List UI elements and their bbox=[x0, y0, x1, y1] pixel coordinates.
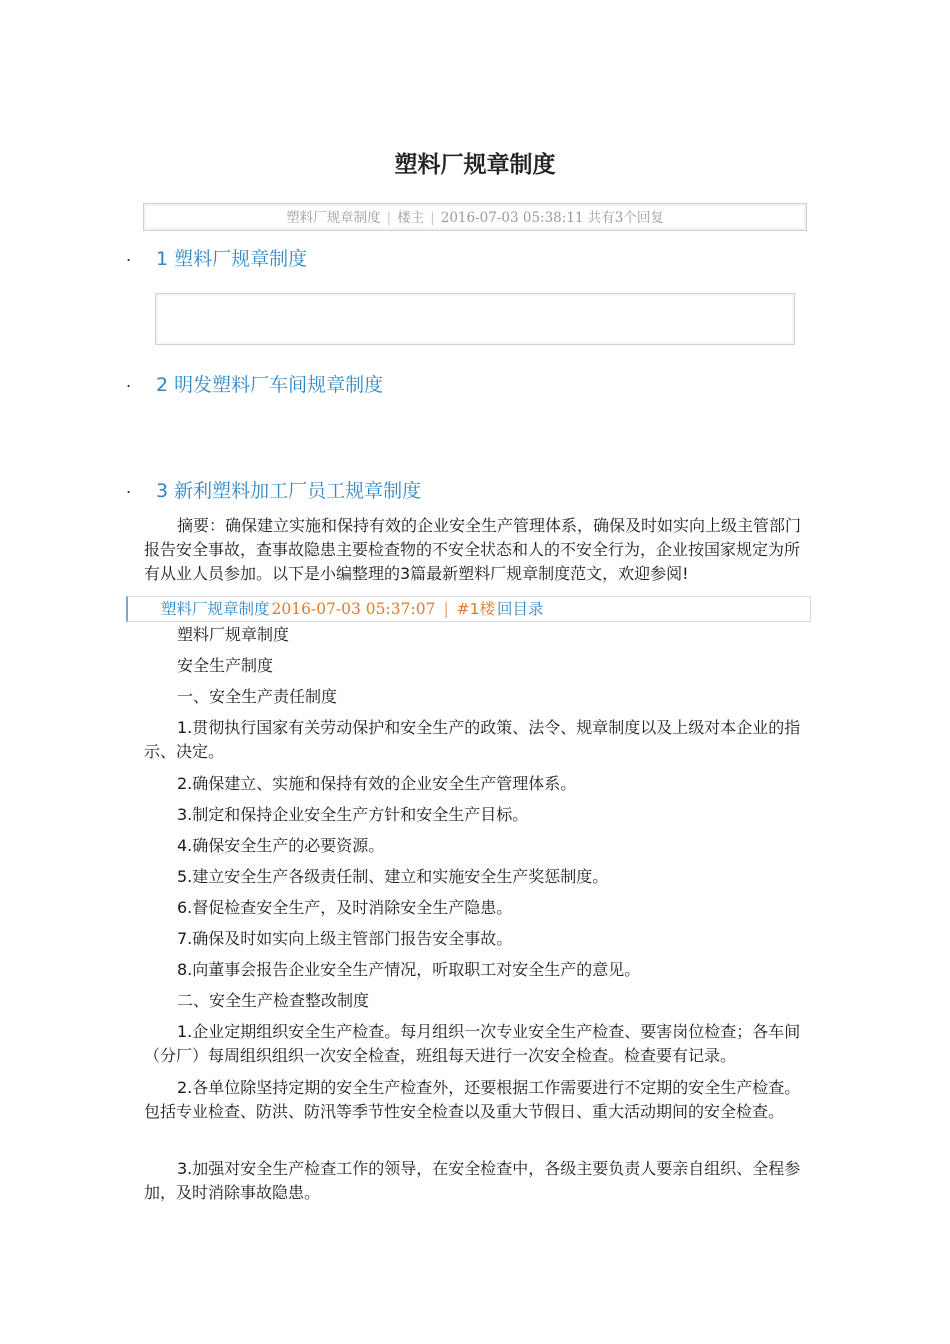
toc-item-3[interactable] bbox=[0, 476, 950, 506]
meta-replies: 共有3个回复 bbox=[587, 210, 664, 226]
post-separator: | bbox=[443, 600, 449, 618]
back-to-toc-link[interactable]: 回目录 bbox=[497, 600, 544, 618]
meta-author: 楼主 bbox=[397, 210, 425, 226]
toc-bullet: . bbox=[126, 478, 132, 497]
content-paragraph: 3.制定和保持企业安全生产方针和安全生产目标。 bbox=[177, 805, 529, 824]
summary-paragraph: 摘要：确保建立实施和保持有效的企业安全生产管理体系，确保及时如实向上级主管部门报告安全事故，查事故隐患主要检查物的不安全状态和人的不安全行为，企业按国家规定为所有从业人员参加。以下是小编整理的3篇最新塑料厂规章制度范文，欢迎参阅! bbox=[144, 516, 802, 583]
toc-link-1[interactable]: 1 塑料厂规章制度 bbox=[156, 248, 308, 270]
content-paragraph: 6.督促检查安全生产，及时消除安全生产隐患。 bbox=[177, 898, 513, 917]
content-paragraph: 8.向董事会报告企业安全生产情况，听取职工对安全生产的意见。 bbox=[177, 960, 641, 979]
post-datetime: 2016-07-03 05:37:07 bbox=[271, 600, 436, 618]
meta-datetime: 2016-07-03 05:38:11 bbox=[440, 210, 584, 226]
content-paragraph: 2.各单位除坚持定期的安全生产检查外，还要根据工作需要进行不定期的安全生产检查。包括专业检查、防洪、防汛等季节性安全检查以及重大节假日、重大活动期间的安全检查。 bbox=[144, 1078, 801, 1121]
content-paragraph: 4.确保安全生产的必要资源。 bbox=[177, 836, 385, 855]
content-paragraph: 7.确保及时如实向上级主管部门报告安全事故。 bbox=[177, 929, 513, 948]
post-author-link[interactable]: 塑料厂规章制度 bbox=[161, 600, 270, 618]
content-paragraph: 2.确保建立、实施和保持有效的企业安全生产管理体系。 bbox=[177, 774, 577, 793]
content-paragraph: 一、安全生产责任制度 bbox=[177, 687, 338, 706]
content-placeholder-box bbox=[155, 293, 795, 345]
meta-category[interactable]: 塑料厂规章制度 bbox=[286, 210, 381, 226]
content-paragraph: 5.建立安全生产各级责任制、建立和实施安全生产奖惩制度。 bbox=[177, 867, 609, 886]
post-meta-bar bbox=[143, 203, 807, 231]
content-paragraph: 1.企业定期组织安全生产检查。每月组织一次专业安全生产检查、要害岗位检查；各车间（分厂）每周组织组织一次安全检查，班组每天进行一次安全检查。检查要有记录。 bbox=[144, 1022, 801, 1065]
content-paragraph: 二、安全生产检查整改制度 bbox=[177, 991, 370, 1010]
post-header bbox=[126, 596, 811, 622]
toc-link-3[interactable]: 3 新利塑料加工厂员工规章制度 bbox=[156, 480, 422, 502]
meta-separator: | bbox=[386, 210, 392, 226]
content-paragraph: 3.加强对安全生产检查工作的领导，在安全检查中，各级主要负责人要亲自组织、全程参加，及时消除事故隐患。 bbox=[144, 1159, 801, 1202]
toc-bullet: . bbox=[126, 372, 132, 391]
meta-separator: | bbox=[430, 210, 435, 226]
toc-bullet: . bbox=[126, 246, 132, 265]
toc-item-1[interactable] bbox=[0, 244, 950, 274]
page-title: 塑料厂规章制度 bbox=[394, 152, 556, 178]
content-paragraph: 安全生产制度 bbox=[177, 656, 274, 675]
content-paragraph: 塑料厂规章制度 bbox=[177, 625, 290, 644]
toc-item-2[interactable] bbox=[0, 370, 950, 400]
content-paragraph: 1.贯彻执行国家有关劳动保护和安全生产的政策、法令、规章制度以及上级对本企业的指示、决定。 bbox=[144, 718, 801, 761]
toc-link-2[interactable]: 2 明发塑料厂车间规章制度 bbox=[156, 374, 384, 396]
post-floor-number: #1楼 bbox=[456, 600, 496, 618]
